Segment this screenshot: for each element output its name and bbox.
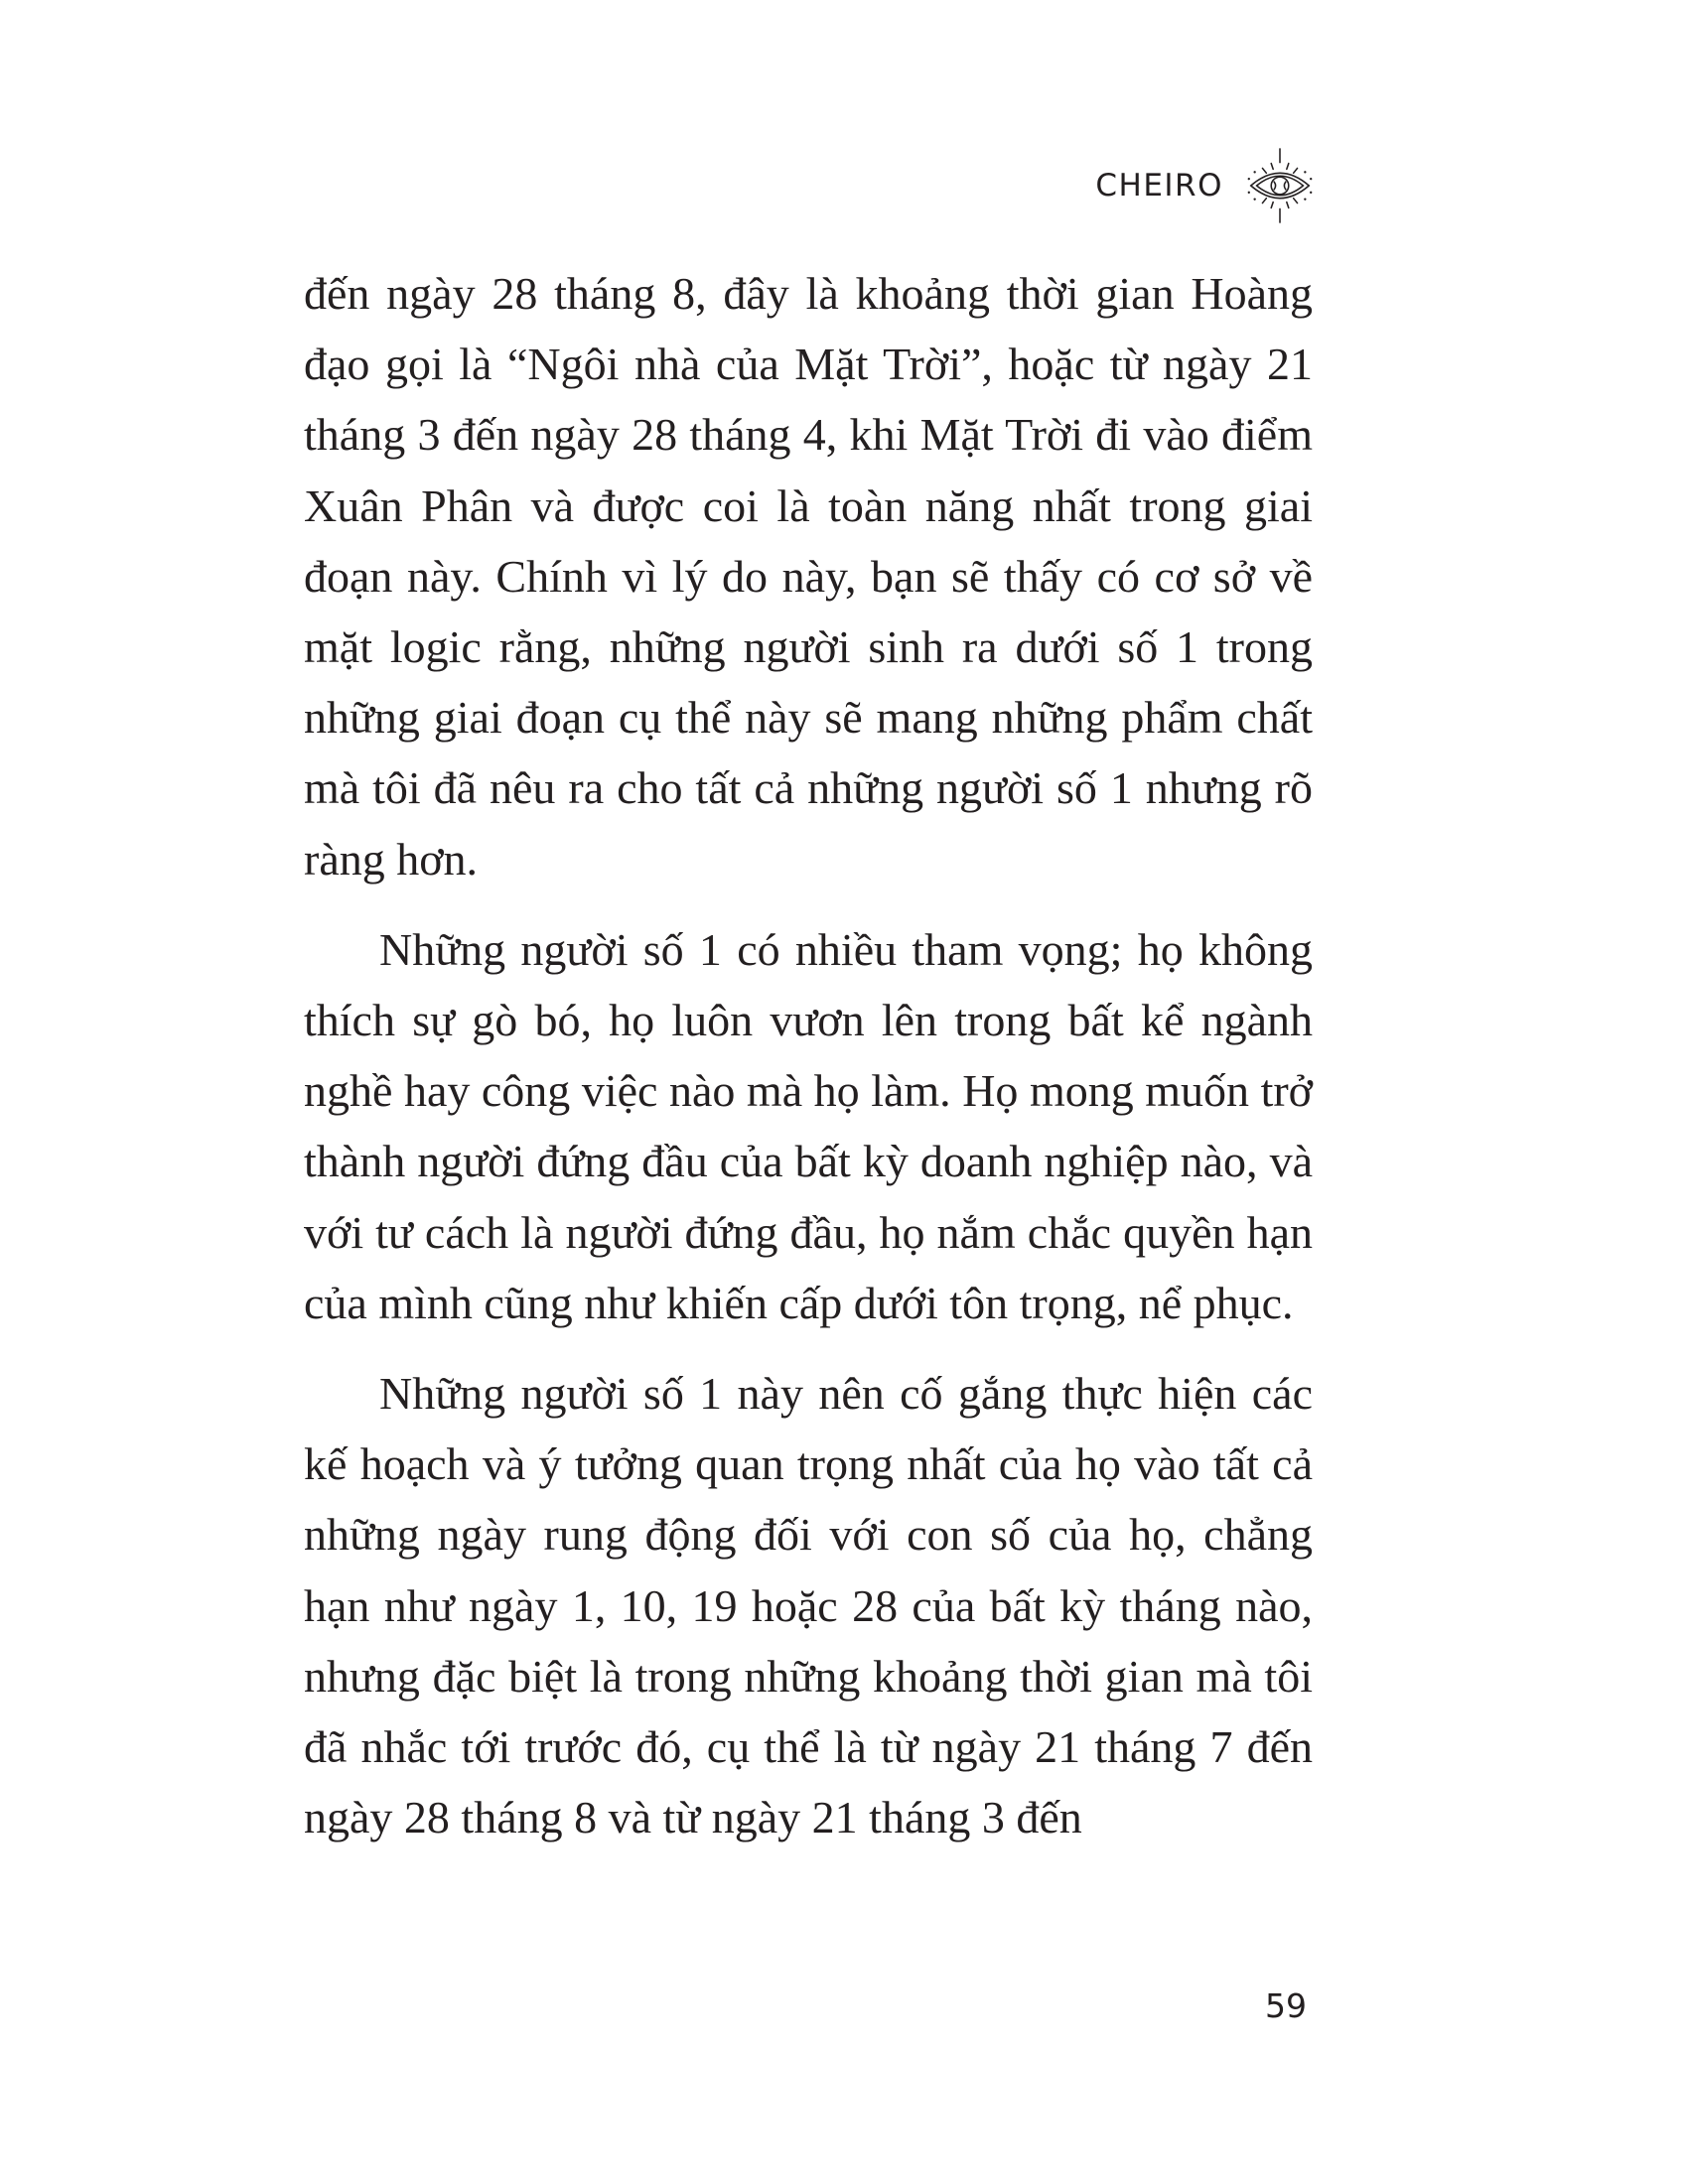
eye-icon <box>1241 147 1319 224</box>
running-header <box>1095 147 1319 224</box>
paragraph-2: Những người số 1 có nhiều tham vọng; họ không thích sự gò bó, họ luôn vươn lên trong bất kể ngành nghề hay công việc nào mà họ làm. Họ mong muốn trở thành người đứng đầu của bất kỳ doanh nghiệp nào, và với tư cách là người đứng đầu, họ nắm chắc quyền hạn của mình cũng như khiến cấp dưới tôn trọng, nể phục. <box>304 923 1313 1328</box>
paragraph-3: Những người số 1 này nên cố gắng thực hiện các kế hoạch và ý tưởng quan trọng nhất của họ vào tất cả những ngày rung động đối với con số của họ, chẳng hạn như ngày 1, 10, 19 hoặc 28 của bất kỳ tháng nào, nhưng đặc biệt là trong những khoảng thời gian mà tôi đã nhắc tới trước đó, cụ thể là từ ngày 21 tháng 7 đến ngày 28 tháng 8 và từ ngày 21 tháng 3 đến <box>304 1368 1313 1843</box>
author-name: CHEIRO <box>1095 167 1223 204</box>
paragraph-1: đến ngày 28 tháng 8, đây là khoảng thời gian Hoàng đạo gọi là “Ngôi nhà của Mặt Trời”, hoặc từ ngày 21 tháng 3 đến ngày 28 tháng 4, khi Mặt Trời đi vào điểm Xuân Phân và được coi là toàn năng nhất trong giai đoạn này. Chính vì lý do này, bạn sẽ thấy có cơ sở về mặt logic rằng, những người sinh ra dưới số 1 trong những giai đoạn cụ thể này sẽ mang những phẩm chất mà tôi đã nêu ra cho tất cả những người số 1 nhưng rõ ràng hơn. <box>304 268 1313 885</box>
page-number: 59 <box>1265 1986 1307 2025</box>
body-text <box>304 258 1313 1852</box>
